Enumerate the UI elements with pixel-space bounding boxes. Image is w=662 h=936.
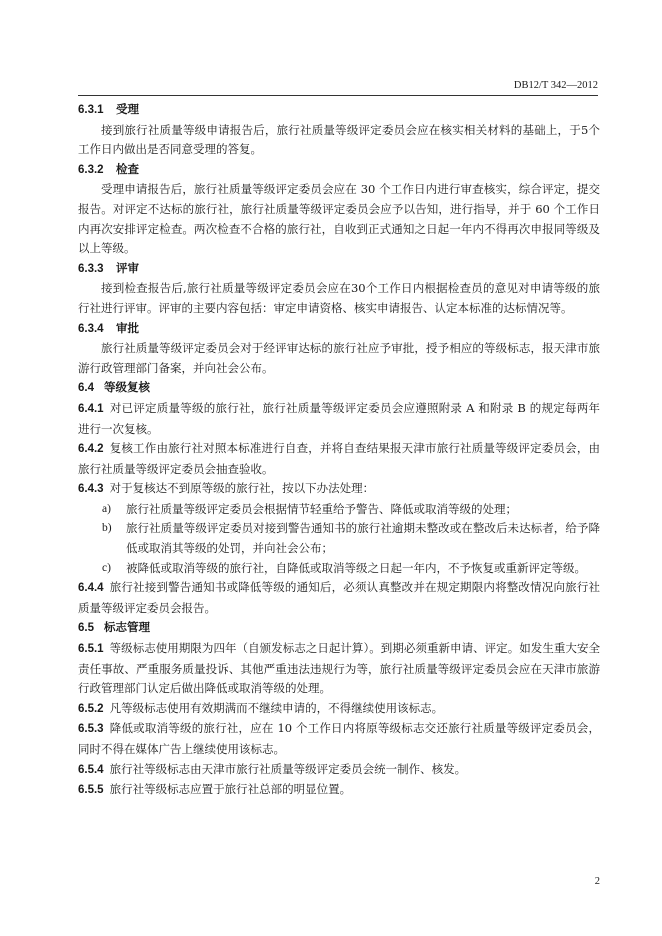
clause-item (78, 780, 600, 801)
section-heading (78, 618, 600, 639)
page-number: 2 (594, 876, 600, 887)
section-heading (78, 319, 600, 340)
clause-text: 旅行社等级标志由天津市旅行社质量等级评定委员会统一制作、核发。 (109, 761, 467, 776)
clause-item (78, 578, 600, 618)
clause-item (78, 719, 600, 759)
clause-number: 6.4.4 (78, 582, 104, 595)
clause-number: 6.5.5 (78, 784, 104, 797)
document-body (78, 100, 600, 801)
clause-item (78, 760, 600, 781)
clause-text: 降低或取消等级的旅行社，应在 10 个工作日内将原等级标志交还旅行社质量等级评定委员会，同时不得在媒体广告上继续使用该标志。 (78, 721, 600, 756)
list-item (78, 559, 600, 579)
clause-text: 凡等级标志使用有效期满而不继续申请的，不得继续使用该标志。 (109, 700, 444, 715)
section-number: 6.3.3 (78, 262, 104, 275)
clause-item (78, 399, 600, 439)
clause-text: 等级标志使用期限为四年（自颁发标志之日起计算）。到期必须重新申请、评定。如发生重大安全责任事故、严重服务质量投诉、其他严重违法违规行为等，旅行社质量等级评定委员会应在天津市旅游行政管理部门认定后做出降低或取消等级的处理。 (78, 641, 600, 696)
list-item (78, 500, 600, 520)
clause-number: 6.5.3 (78, 723, 104, 736)
clause-text: 对已评定质量等级的旅行社，旅行社质量等级评定委员会应遵照附录 A 和附录 B 的规定每两年进行一次复核。 (78, 400, 600, 436)
clause-item (78, 439, 600, 479)
section-heading (78, 100, 600, 121)
clause-number: 6.4.2 (78, 443, 104, 456)
clause-number: 6.4.3 (78, 483, 104, 496)
paragraph: 受理申请报告后，旅行社质量等级评定委员会应在 30 个工作日内进行审查核实，综合评定，提交报告。对评定不达标的旅行社，旅行社质量等级评定委员会应予以告知，进行指导，并于 60 个工作日内再次安排评定检查。两次检查不合格的旅行社，自收到正式通知之日起一年内不得再次申报同等级及以上等级。 (78, 182, 600, 256)
clause-item (78, 639, 600, 699)
clause-item (78, 699, 600, 720)
clause-number: 6.5.4 (78, 763, 104, 776)
list-item (78, 519, 600, 558)
paragraph: 接到旅行社质量等级申请报告后，旅行社质量等级评定委员会应在核实相关材料的基础上，于5个工作日内做出是否同意受理的答复。 (78, 122, 600, 157)
clause-number: 6.5.2 (78, 702, 104, 715)
clause-number: 6.4.1 (78, 402, 104, 415)
section-title: 等级复核 (104, 380, 150, 395)
clause-number: 6.5.1 (78, 643, 104, 656)
section-heading (78, 259, 600, 280)
clause-text: 旅行社接到警告通知书或降低等级的通知后，必须认真整改并在规定期限内将整改情况向旅行社质量等级评定委员会报告。 (78, 580, 600, 615)
section-title: 受理 (116, 102, 139, 116)
header-rule (78, 95, 598, 96)
document-code: DB12/T 342—2012 (513, 80, 598, 91)
section-number: 6.3.4 (78, 322, 104, 335)
list-marker: b) (102, 522, 112, 535)
section-title: 审批 (116, 320, 139, 335)
section-number: 6.5 (78, 622, 94, 635)
section-heading (78, 160, 600, 181)
section-heading (78, 378, 600, 399)
section-title: 标志管理 (104, 620, 150, 635)
list-item-text: 旅行社质量等级评定委员对接到警告通知书的旅行社逾期未整改或在整改后未达标者，给予降低或取消其等级的处罚，并向社会公布； (126, 521, 600, 556)
clause-item (78, 479, 600, 500)
clause-text: 旅行社等级标志应置于旅行社总部的明显位置。 (109, 782, 352, 797)
list-marker: c) (102, 561, 111, 574)
section-number: 6.3.2 (78, 163, 104, 176)
section-number: 6.3.1 (78, 104, 104, 116)
clause-text: 复核工作由旅行社对照本标准进行自查，并将自查结果报天津市旅行社质量等级评定委员会，由旅行社质量等级评定委员会抽查验收。 (78, 441, 600, 476)
section-title: 评审 (116, 260, 139, 275)
paragraph: 接到检查报告后,旅行社质量等级评定委员会应在30个工作日内根据检查员的意见对申请等级的旅行社进行评审。评审的主要内容包括：审定申请资格、核实申请报告、认定本标准的达标情况等。 (78, 281, 600, 315)
section-number: 6.4 (78, 382, 94, 395)
clause-text: 对于复核达不到原等级的旅行社，按以下办法处理： (109, 481, 375, 496)
list-marker: a) (102, 502, 111, 515)
list-item-text: 旅行社质量等级评定委员会根据情节轻重给予警告、降低或取消等级的处理； (126, 501, 517, 516)
paragraph: 旅行社质量等级评定委员会对于经评审达标的旅行社应予审批，授予相应的等级标志，报天津市旅游行政管理部门备案，并向社会公布。 (78, 341, 600, 375)
section-title: 检查 (116, 161, 139, 176)
list-item-text: 被降低或取消等级的旅行社，自降低或取消等级之日起一年内，不予恢复或重新评定等级。 (126, 560, 586, 575)
